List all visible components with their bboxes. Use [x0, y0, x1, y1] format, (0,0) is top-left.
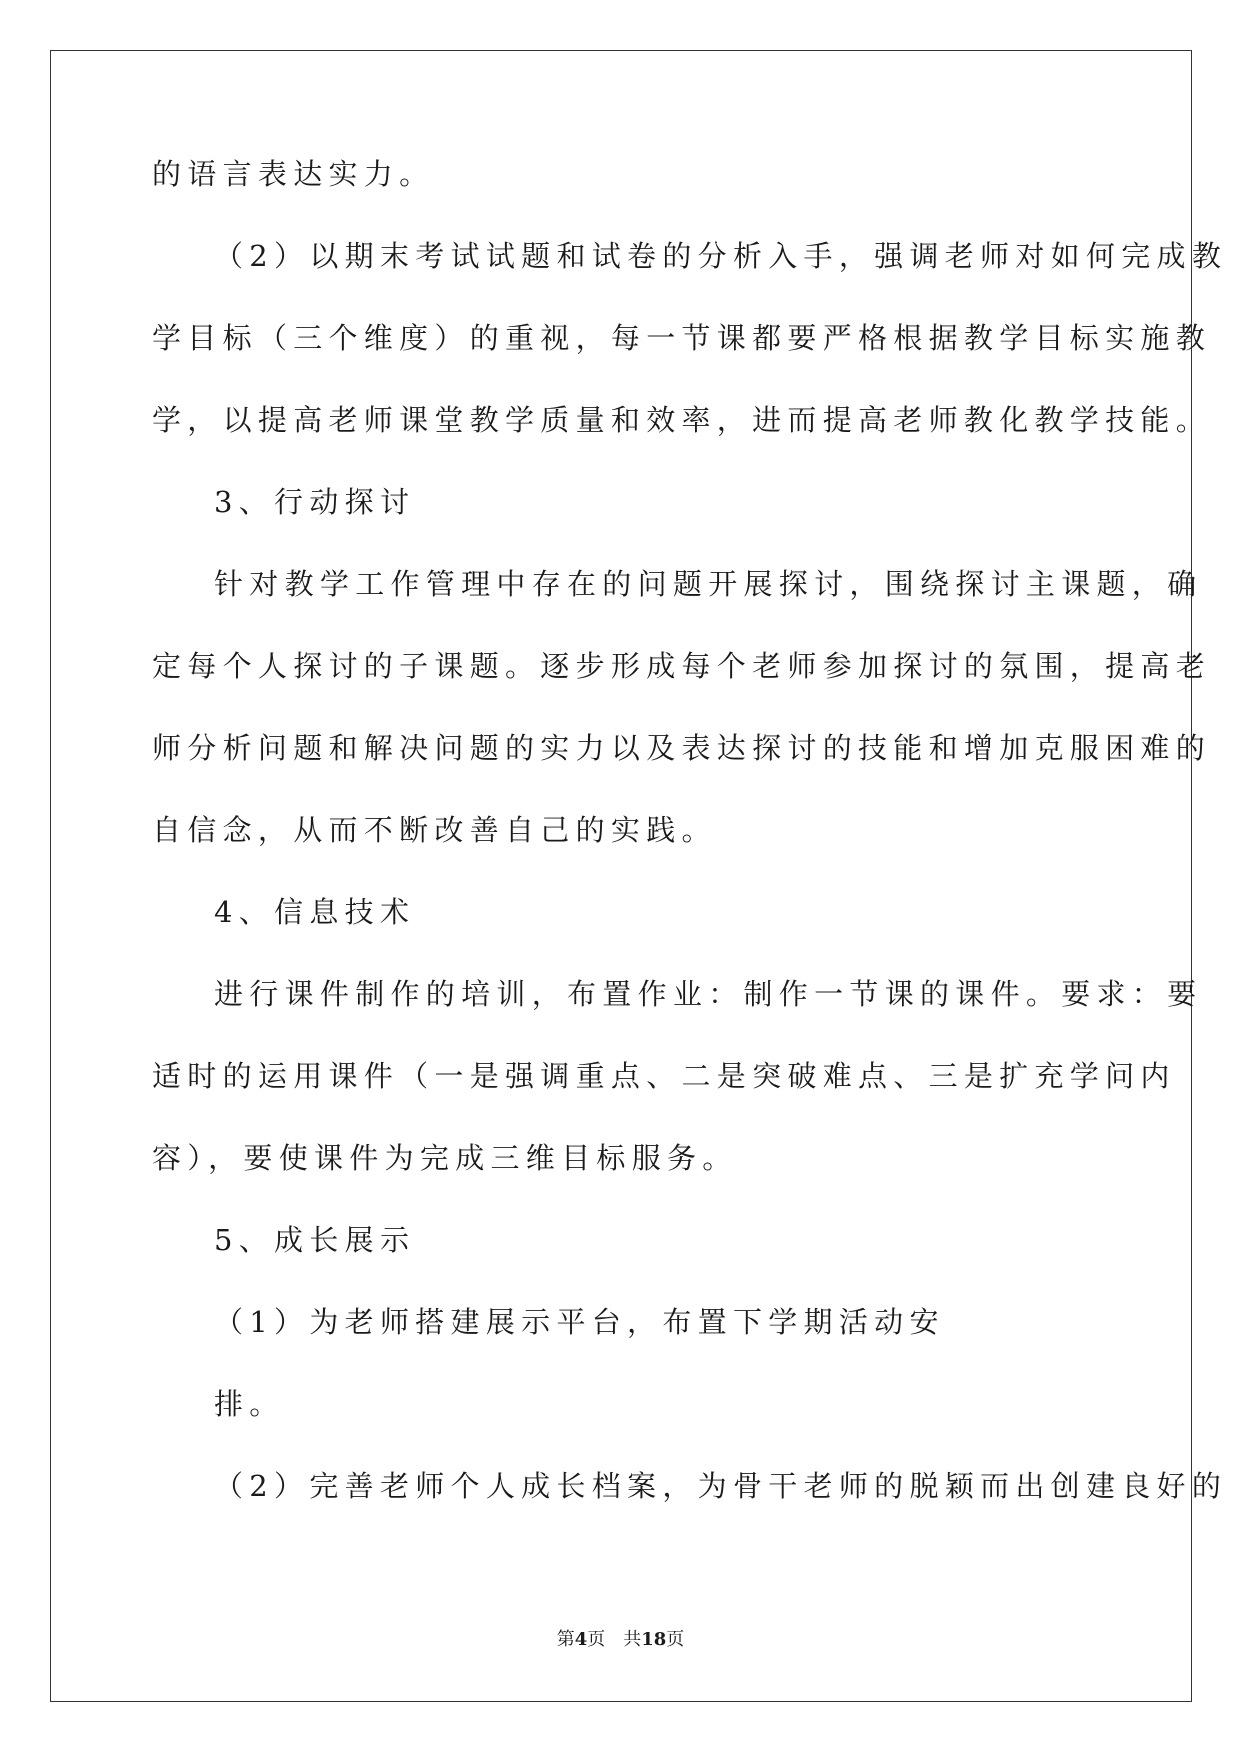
page-prefix: 第 — [556, 1629, 575, 1650]
text-line: （2）以期末考试试题和试卷的分析入手，强调老师对如何完成教 — [214, 239, 1228, 273]
total-suffix: 页 — [666, 1629, 685, 1650]
text-line: 进行课件制作的培训，布置作业：制作一节课的课件。要求：要 — [214, 977, 1203, 1011]
page-suffix: 页 — [587, 1629, 606, 1650]
text-line: 师分析问题和解决问题的实力以及表达探讨的技能和增加克服困难的 — [152, 731, 1212, 765]
total-prefix: 共 — [623, 1629, 642, 1650]
page-border — [50, 50, 1192, 1702]
page-total: 18 — [641, 1629, 667, 1650]
section-heading: 5、成长展示 — [214, 1223, 416, 1257]
text-line: 容），要使课件为完成三维目标服务。 — [152, 1141, 738, 1175]
text-line: 排。 — [214, 1387, 285, 1421]
text-line: （2）完善老师个人成长档案，为骨干老师的脱颖而出创建良好的 — [214, 1469, 1228, 1503]
text-line: 自信念，从而不断改善自己的实践。 — [152, 813, 717, 847]
text-line: 定每个人探讨的子课题。逐步形成每个老师参加探讨的氛围，提高老 — [152, 649, 1212, 683]
text-line: 的语言表达实力。 — [152, 157, 435, 191]
page-current: 4 — [574, 1629, 588, 1650]
section-heading: 4、信息技术 — [214, 895, 416, 929]
text-line: 适时的运用课件（一是强调重点、二是突破难点、三是扩充学问内 — [152, 1059, 1176, 1093]
text-line: 学目标（三个维度）的重视，每一节课都要严格根据教学目标实施教 — [152, 321, 1212, 355]
text-line: 学，以提高老师课堂教学质量和效率，进而提高老师教化教学技能。 — [152, 403, 1212, 437]
section-heading: 3、行动探讨 — [214, 485, 416, 519]
text-line: 针对教学工作管理中存在的问题开展探讨，围绕探讨主课题，确 — [214, 567, 1203, 601]
text-line: （1）为老师搭建展示平台，布置下学期活动安 — [214, 1305, 945, 1339]
page-footer — [0, 1628, 1241, 1652]
